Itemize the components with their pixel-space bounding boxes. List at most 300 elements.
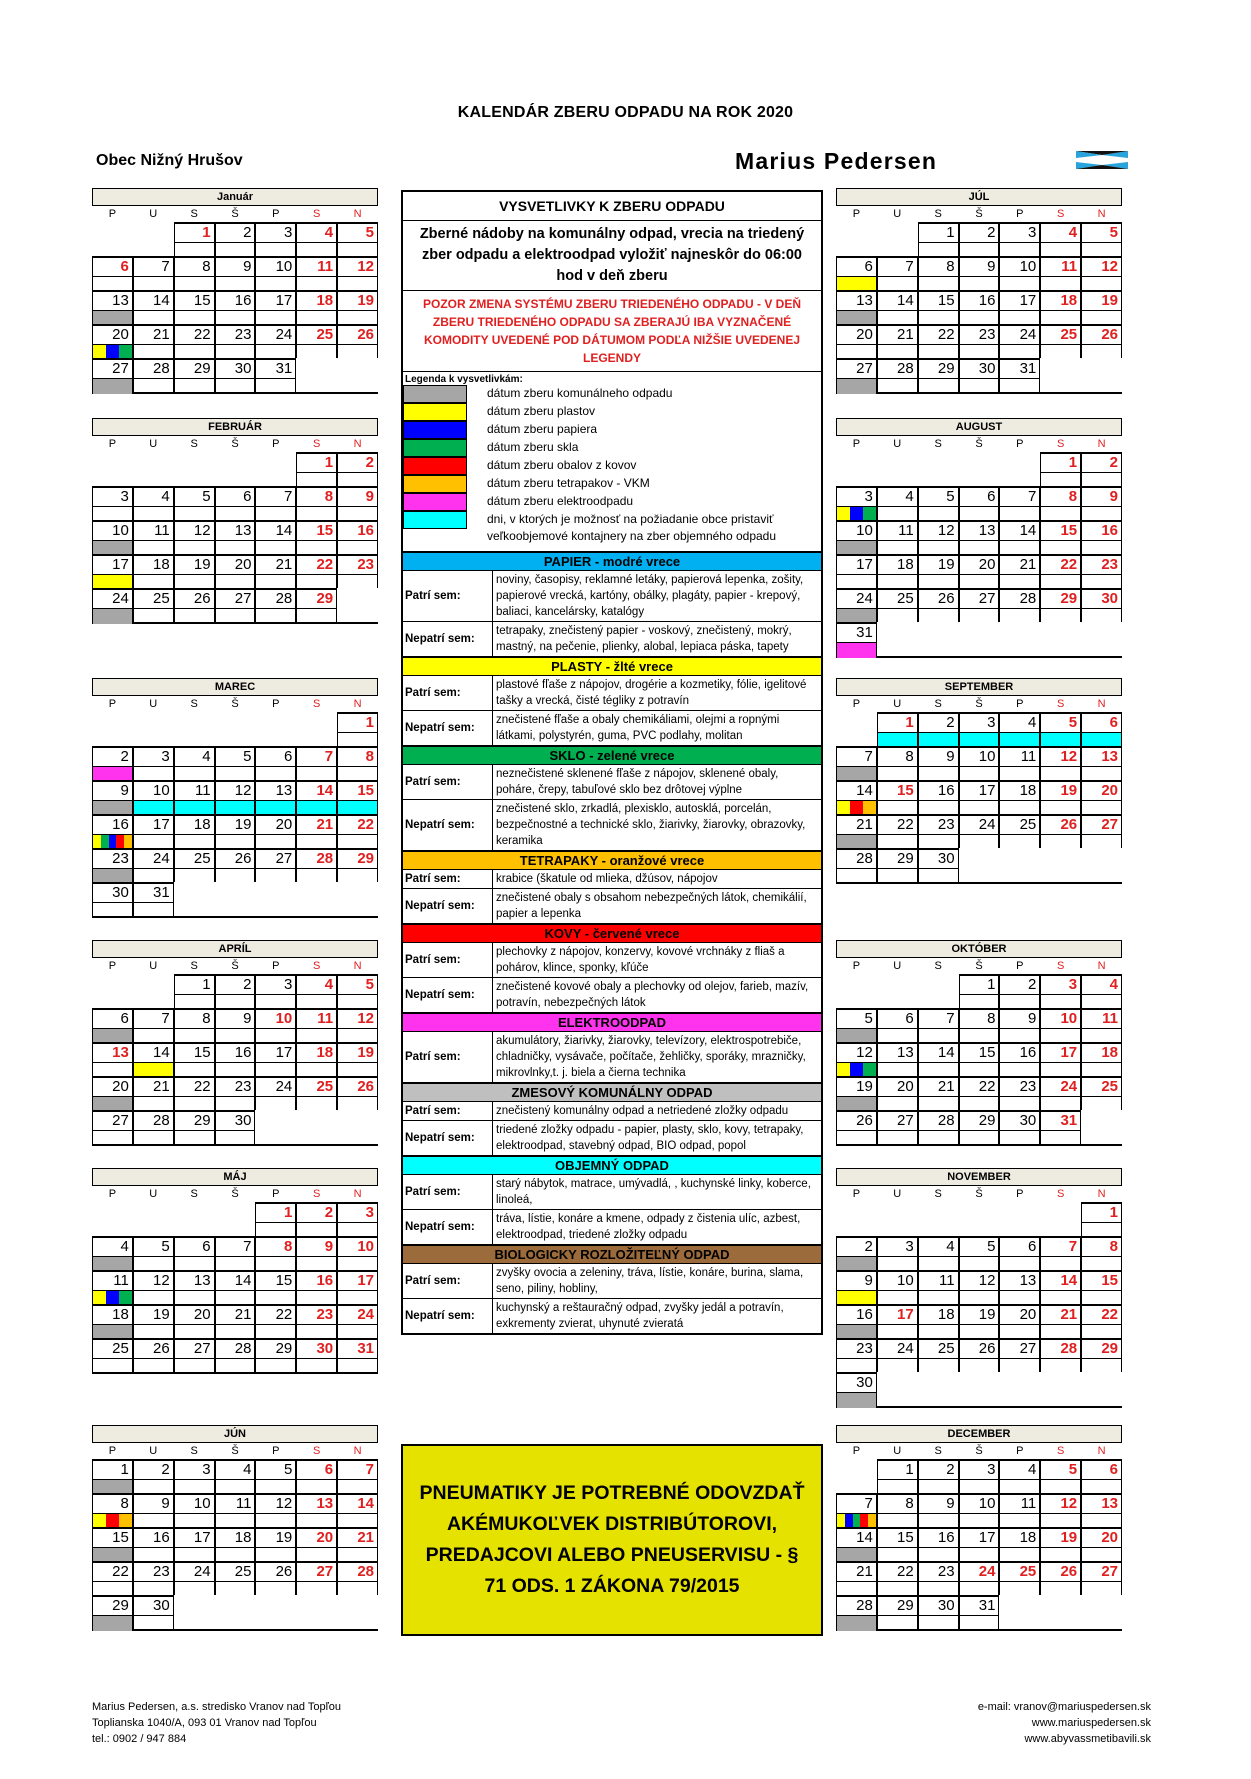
day-number: 23 <box>93 850 132 869</box>
row-text: znečistený komunálny odpad a netriedené zložky odpadu <box>496 1105 789 1117</box>
day-cell <box>92 848 133 882</box>
day-number: 17 <box>837 556 876 575</box>
weekday-label: P <box>1016 1188 1024 1200</box>
day-cell <box>1040 1042 1081 1076</box>
day-number: 24 <box>960 1563 999 1582</box>
day-number: 30 <box>1000 1112 1039 1131</box>
legend-item <box>403 421 821 439</box>
day-cell <box>255 324 296 358</box>
day-number: 24 <box>338 1306 377 1325</box>
day-number: 22 <box>93 1563 132 1582</box>
day-cell <box>255 222 296 256</box>
empty-cell <box>133 974 174 1008</box>
month-grid <box>836 1202 1122 1408</box>
month-grid <box>92 1202 378 1374</box>
empty-cell <box>92 222 133 256</box>
empty-cell <box>959 848 1000 882</box>
day-number: 7 <box>837 1495 876 1514</box>
weekday-label: N <box>1097 1188 1106 1200</box>
day-cell <box>1081 780 1122 814</box>
day-cell <box>337 1008 378 1042</box>
day-cell <box>255 974 296 1008</box>
weekday-label: U <box>149 960 158 972</box>
empty-cell <box>918 1202 959 1236</box>
row-label: Patrí sem: <box>403 1102 493 1120</box>
weekday-label: P <box>1016 208 1024 220</box>
day-number: 23 <box>297 1306 336 1325</box>
day-number: 7 <box>1000 488 1039 507</box>
empty-cell <box>959 622 1000 656</box>
empty-cell <box>255 1110 296 1144</box>
day-cell <box>92 256 133 290</box>
day-number: 13 <box>1082 1495 1121 1514</box>
day-number: 22 <box>878 1563 917 1582</box>
day-cell <box>836 1008 877 1042</box>
day-cell <box>877 1236 918 1270</box>
day-number: 8 <box>1041 488 1080 507</box>
day-number: 29 <box>297 590 336 609</box>
day-cell <box>255 290 296 324</box>
day-number: 6 <box>960 488 999 507</box>
day-number: 9 <box>216 1010 255 1029</box>
day-cell <box>255 1202 296 1236</box>
day-number: 17 <box>338 1272 377 1291</box>
day-cell <box>133 1595 174 1629</box>
day-cell <box>133 1270 174 1304</box>
day-cell <box>1081 1270 1122 1304</box>
day-number: 3 <box>878 1238 917 1257</box>
day-number: 15 <box>175 292 214 311</box>
day-cell <box>1040 780 1081 814</box>
day-number: 16 <box>837 1306 876 1325</box>
day-number: 27 <box>1082 1563 1121 1582</box>
weekday-header <box>836 206 1122 222</box>
day-cell <box>255 1270 296 1304</box>
month-name: JÚN <box>92 1425 378 1443</box>
day-number: 17 <box>1000 292 1039 311</box>
day-cell <box>296 1008 337 1042</box>
weekday-label: S <box>934 960 942 972</box>
day-cell <box>255 780 296 814</box>
day-cell <box>959 974 1000 1008</box>
empty-cell <box>918 452 959 486</box>
day-number: 3 <box>1041 976 1080 995</box>
day-cell <box>877 848 918 882</box>
day-number: 3 <box>338 1204 377 1223</box>
day-cell <box>255 1304 296 1338</box>
weekday-label: Š <box>975 1188 983 1200</box>
day-cell <box>255 1527 296 1561</box>
day-number: 5 <box>1082 224 1121 243</box>
day-cell <box>133 1042 174 1076</box>
month-name: SEPTEMBER <box>836 678 1122 696</box>
row-text: znečistené fľaše a obaly chemikáliami, olejmi a ropnými látkami, polystyrén, guma, PVC podlahy, molitan <box>496 714 780 742</box>
day-number: 17 <box>134 816 173 835</box>
day-cell <box>133 882 174 916</box>
day-number: 11 <box>919 1272 958 1291</box>
day-cell <box>174 814 215 848</box>
day-number: 3 <box>960 1461 999 1480</box>
day-cell <box>174 588 215 622</box>
day-cell <box>1081 1338 1122 1372</box>
day-number: 7 <box>878 258 917 277</box>
day-number: 9 <box>216 258 255 277</box>
row-label: Patrí sem: <box>403 676 493 710</box>
day-number: 19 <box>134 1306 173 1325</box>
day-cell <box>92 1304 133 1338</box>
municipality-name: Obec Nižný Hrušov <box>96 152 243 169</box>
month-grid <box>92 452 378 624</box>
day-number: 18 <box>297 292 336 311</box>
day-cell <box>1040 1561 1081 1595</box>
day-cell <box>959 358 1000 392</box>
day-number: 12 <box>919 522 958 541</box>
day-cell <box>133 1527 174 1561</box>
day-number: 12 <box>338 1010 377 1029</box>
day-number: 28 <box>1000 590 1039 609</box>
collection-marker <box>134 379 173 394</box>
day-number: 9 <box>960 258 999 277</box>
waste-category <box>403 1155 821 1244</box>
day-cell <box>877 746 918 780</box>
empty-cell <box>877 622 918 656</box>
day-number: 20 <box>256 816 295 835</box>
month-10 <box>836 940 1122 1146</box>
day-cell <box>337 1202 378 1236</box>
day-cell <box>296 1527 337 1561</box>
day-number: 27 <box>1082 816 1121 835</box>
not-belongs-row <box>403 889 821 923</box>
day-cell <box>918 222 959 256</box>
day-cell <box>999 814 1040 848</box>
empty-cell <box>337 358 378 392</box>
row-label: Nepatrí sem: <box>403 1210 493 1244</box>
day-cell <box>1081 554 1122 588</box>
day-cell <box>959 486 1000 520</box>
day-number: 7 <box>338 1461 377 1480</box>
day-cell <box>918 358 959 392</box>
day-number: 13 <box>93 292 132 311</box>
day-number: 5 <box>216 748 255 767</box>
day-cell <box>999 1008 1040 1042</box>
day-number: 9 <box>837 1272 876 1291</box>
day-cell <box>174 780 215 814</box>
weekday-label: N <box>353 1445 362 1457</box>
day-cell <box>959 520 1000 554</box>
day-number: 21 <box>338 1529 377 1548</box>
day-cell <box>296 1338 337 1372</box>
day-number: 17 <box>256 292 295 311</box>
day-number: 29 <box>960 1112 999 1131</box>
day-cell <box>1081 1527 1122 1561</box>
day-number: 2 <box>1082 454 1121 473</box>
day-number: 9 <box>919 748 958 767</box>
empty-cell <box>215 1202 256 1236</box>
month-1 <box>92 188 378 394</box>
day-number: 14 <box>919 1044 958 1063</box>
row-label: Nepatrí sem: <box>403 1121 493 1155</box>
day-cell <box>999 1338 1040 1372</box>
empty-cell <box>999 622 1040 656</box>
belongs-row <box>403 1264 821 1299</box>
day-cell <box>92 1459 133 1493</box>
footer-email-link[interactable]: e-mail: vranov@mariuspedersen.sk <box>977 1701 1151 1713</box>
empty-cell <box>296 882 337 916</box>
day-number: 25 <box>1041 326 1080 345</box>
empty-cell <box>1040 358 1081 392</box>
day-cell <box>959 588 1000 622</box>
weekday-label: S <box>934 1445 942 1457</box>
day-number: 16 <box>338 522 377 541</box>
day-cell <box>133 520 174 554</box>
weekday-label: P <box>272 208 280 220</box>
day-cell <box>296 848 337 882</box>
footer-website-link[interactable]: www.mariuspedersen.sk <box>1031 1717 1151 1729</box>
day-number: 30 <box>960 360 999 379</box>
day-cell <box>999 1493 1040 1527</box>
day-cell <box>337 1493 378 1527</box>
day-number: 2 <box>960 224 999 243</box>
weekday-label: P <box>108 438 117 450</box>
weekday-label: N <box>1097 960 1106 972</box>
collection-marker <box>960 1616 999 1631</box>
day-number: 5 <box>175 488 214 507</box>
day-cell <box>215 1008 256 1042</box>
day-number: 7 <box>297 748 336 767</box>
day-cell <box>918 1338 959 1372</box>
day-cell <box>174 1042 215 1076</box>
day-cell <box>836 848 877 882</box>
day-cell <box>337 1042 378 1076</box>
belongs-row <box>403 1175 821 1210</box>
day-number: 22 <box>175 326 214 345</box>
day-number: 2 <box>134 1461 173 1480</box>
day-number: 12 <box>1041 1495 1080 1514</box>
day-number: 28 <box>216 1340 255 1359</box>
day-cell <box>215 1493 256 1527</box>
empty-cell <box>1081 622 1122 656</box>
day-cell <box>296 1236 337 1270</box>
day-cell <box>255 588 296 622</box>
day-number: 16 <box>1082 522 1121 541</box>
day-number: 22 <box>878 816 917 835</box>
row-text: plastové fľaše z nápojov, drogérie a kozmetiky, fólie, igelitové tašky a vrecká, čisté tégliky z potravín <box>496 679 807 707</box>
weekday-label: P <box>852 960 861 972</box>
day-number: 9 <box>338 488 377 507</box>
day-cell <box>918 1110 959 1144</box>
day-cell <box>215 324 256 358</box>
day-cell <box>1040 452 1081 486</box>
day-number: 16 <box>297 1272 336 1291</box>
row-label: Patrí sem: <box>403 1032 493 1082</box>
footer-website-link-2[interactable]: www.abyvassmetibavili.sk <box>1024 1733 1151 1745</box>
legend-item <box>403 493 821 511</box>
day-number: 14 <box>837 782 876 801</box>
day-number: 23 <box>216 326 255 345</box>
weekday-label: U <box>893 1188 902 1200</box>
day-number: 14 <box>837 1529 876 1548</box>
category-title: ELEKTROODPAD <box>403 1014 821 1032</box>
day-number: 27 <box>837 360 876 379</box>
collection-gray-swatch <box>837 1393 876 1408</box>
month-9 <box>836 678 1122 884</box>
day-number: 10 <box>878 1272 917 1291</box>
empty-cell <box>174 712 215 746</box>
day-number: 12 <box>1082 258 1121 277</box>
empty-cell <box>1081 1110 1122 1144</box>
day-cell <box>296 1459 337 1493</box>
day-number: 22 <box>1082 1306 1121 1325</box>
empty-cell <box>959 1372 1000 1406</box>
empty-cell <box>215 882 256 916</box>
day-number: 20 <box>93 326 132 345</box>
day-number: 11 <box>1041 258 1080 277</box>
day-number: 4 <box>216 1461 255 1480</box>
day-cell <box>296 746 337 780</box>
day-cell <box>877 712 918 746</box>
empty-cell <box>1040 848 1081 882</box>
day-cell <box>337 1236 378 1270</box>
day-number: 28 <box>837 850 876 869</box>
day-number: 22 <box>1041 556 1080 575</box>
empty-cell <box>1081 358 1122 392</box>
empty-cell <box>92 452 133 486</box>
day-number: 9 <box>297 1238 336 1257</box>
collection-marker <box>878 379 917 394</box>
day-cell <box>133 1304 174 1338</box>
day-cell <box>877 1008 918 1042</box>
day-cell <box>1081 520 1122 554</box>
day-number: 29 <box>175 360 214 379</box>
day-number: 5 <box>919 488 958 507</box>
day-number: 28 <box>134 1112 173 1131</box>
day-cell <box>877 1459 918 1493</box>
month-name: DECEMBER <box>836 1425 1122 1443</box>
weekday-label: P <box>108 1188 117 1200</box>
day-number: 23 <box>837 1340 876 1359</box>
collection-marker <box>1000 1131 1039 1146</box>
day-cell <box>1040 814 1081 848</box>
day-cell <box>133 256 174 290</box>
day-cell <box>999 1459 1040 1493</box>
day-cell <box>92 1493 133 1527</box>
day-cell <box>92 324 133 358</box>
collection-marker <box>93 379 132 394</box>
footer-contacts <box>978 1699 1151 1747</box>
day-number: 11 <box>1082 1010 1121 1029</box>
collection-marker <box>837 1131 876 1146</box>
weekday-label: S <box>313 960 321 972</box>
day-cell <box>1081 1202 1122 1236</box>
day-cell <box>999 554 1040 588</box>
day-cell <box>959 746 1000 780</box>
waste-category <box>403 1012 821 1082</box>
day-cell <box>1081 974 1122 1008</box>
empty-cell <box>92 712 133 746</box>
month-grid <box>836 452 1122 658</box>
collection-marker <box>919 379 958 394</box>
day-number: 15 <box>297 522 336 541</box>
day-cell <box>174 1493 215 1527</box>
row-label: Patrí sem: <box>403 1175 493 1209</box>
day-number: 25 <box>297 326 336 345</box>
day-cell <box>337 746 378 780</box>
day-cell <box>999 1042 1040 1076</box>
weekday-label: U <box>149 1445 158 1457</box>
month-grid <box>92 222 378 394</box>
day-cell <box>296 974 337 1008</box>
day-cell <box>215 290 256 324</box>
weekday-header <box>92 1186 378 1202</box>
collection-marker <box>256 1359 295 1374</box>
empty-cell <box>1040 1202 1081 1236</box>
day-cell <box>174 1527 215 1561</box>
day-cell <box>918 324 959 358</box>
day-cell <box>918 1493 959 1527</box>
day-cell <box>133 1076 174 1110</box>
day-number: 19 <box>1041 782 1080 801</box>
empty-cell <box>918 622 959 656</box>
day-number: 22 <box>297 556 336 575</box>
day-cell <box>877 1076 918 1110</box>
day-number: 26 <box>338 1078 377 1097</box>
category-title: TETRAPAKY - oranžové vrece <box>403 852 821 870</box>
empty-cell <box>174 882 215 916</box>
day-number: 17 <box>1041 1044 1080 1063</box>
day-number: 23 <box>960 326 999 345</box>
day-cell <box>1081 1304 1122 1338</box>
day-cell <box>959 814 1000 848</box>
day-cell <box>877 554 918 588</box>
legend-magenta-swatch <box>403 493 467 511</box>
day-cell <box>959 1076 1000 1110</box>
collection-magenta-swatch <box>837 643 876 658</box>
day-cell <box>918 1270 959 1304</box>
legend-label: dátum zberu plastov <box>487 404 596 418</box>
day-number: 24 <box>256 326 295 345</box>
day-cell <box>836 1076 877 1110</box>
row-label: Patrí sem: <box>403 765 493 799</box>
row-label: Nepatrí sem: <box>403 711 493 745</box>
weekday-header <box>92 696 378 712</box>
day-cell <box>1081 452 1122 486</box>
day-number: 3 <box>256 976 295 995</box>
day-number: 21 <box>134 1078 173 1097</box>
month-12 <box>836 1425 1122 1631</box>
day-number: 9 <box>1082 488 1121 507</box>
day-number: 16 <box>134 1529 173 1548</box>
waste-categories <box>403 551 821 1333</box>
day-number: 27 <box>297 1563 336 1582</box>
day-cell <box>255 256 296 290</box>
empty-cell <box>1040 622 1081 656</box>
day-number: 8 <box>960 1010 999 1029</box>
day-number: 31 <box>134 884 173 903</box>
day-cell <box>337 486 378 520</box>
day-cell <box>836 290 877 324</box>
row-label: Nepatrí sem: <box>403 1299 493 1333</box>
day-number: 17 <box>960 1529 999 1548</box>
day-number: 1 <box>1082 1204 1121 1223</box>
day-number: 14 <box>338 1495 377 1514</box>
day-number: 1 <box>878 1461 917 1480</box>
day-cell <box>999 290 1040 324</box>
month-name: NOVEMBER <box>836 1168 1122 1186</box>
day-number: 19 <box>216 816 255 835</box>
belongs-row <box>403 1102 821 1121</box>
day-cell <box>918 746 959 780</box>
empty-cell <box>255 882 296 916</box>
